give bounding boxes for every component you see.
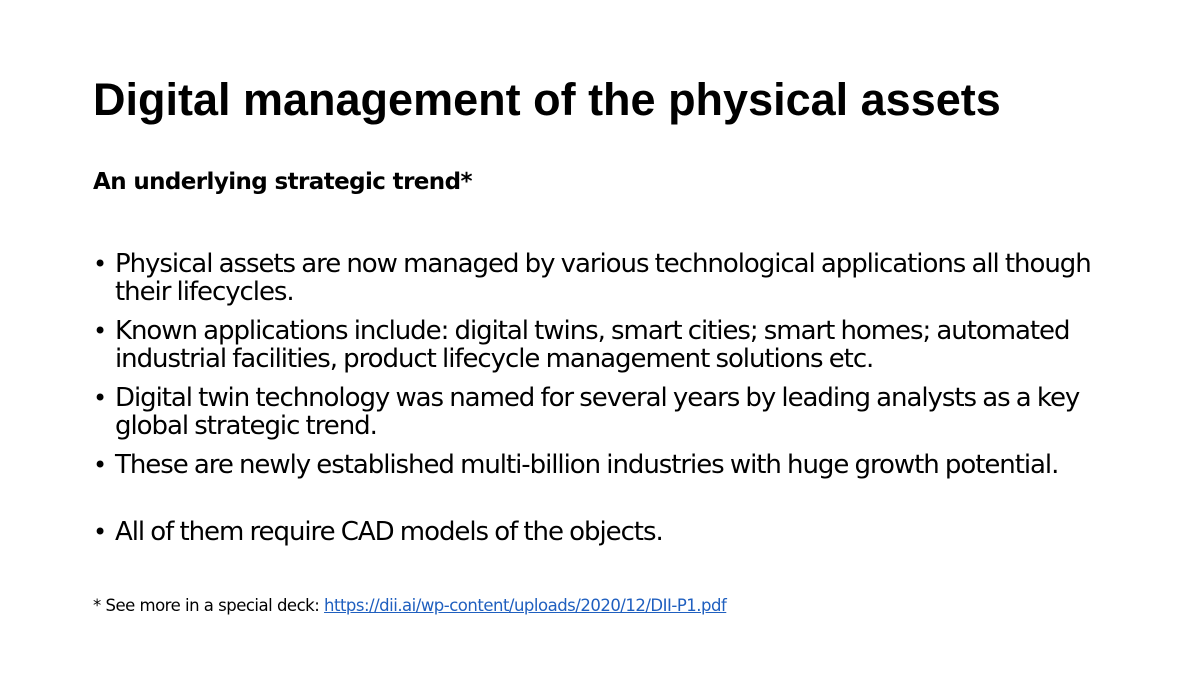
bullet-text: Known applications include: digital twins, smart cities; smart homes; automated industrial facilities, product lifecycle management solutions etc. [115, 316, 1070, 374]
bullet-text: Physical assets are now managed by various technological applications all though their lifecycles. [115, 249, 1091, 307]
slide-subtitle: An underlying strategic trend* [93, 169, 472, 195]
footnote-link[interactable]: https://dii.ai/wp-content/uploads/2020/12/DII-P1.pdf [324, 596, 727, 615]
bullet-text: These are newly established multi-billion industries with huge growth potential. [115, 450, 1059, 480]
bullet-icon: • [93, 384, 108, 412]
slide-title: Digital management of the physical assets [93, 74, 1001, 125]
bullet-icon: • [93, 317, 108, 345]
bullet-icon: • [93, 518, 108, 546]
bullet-icon: • [93, 250, 108, 278]
bullet-icon: • [93, 451, 108, 479]
bullet-text: All of them require CAD models of the objects. [115, 517, 663, 547]
footnote [93, 594, 726, 618]
footnote-text: * See more in a special deck: [93, 596, 325, 615]
bullet-text: Digital twin technology was named for several years by leading analysts as a key global strategic trend. [115, 383, 1080, 441]
